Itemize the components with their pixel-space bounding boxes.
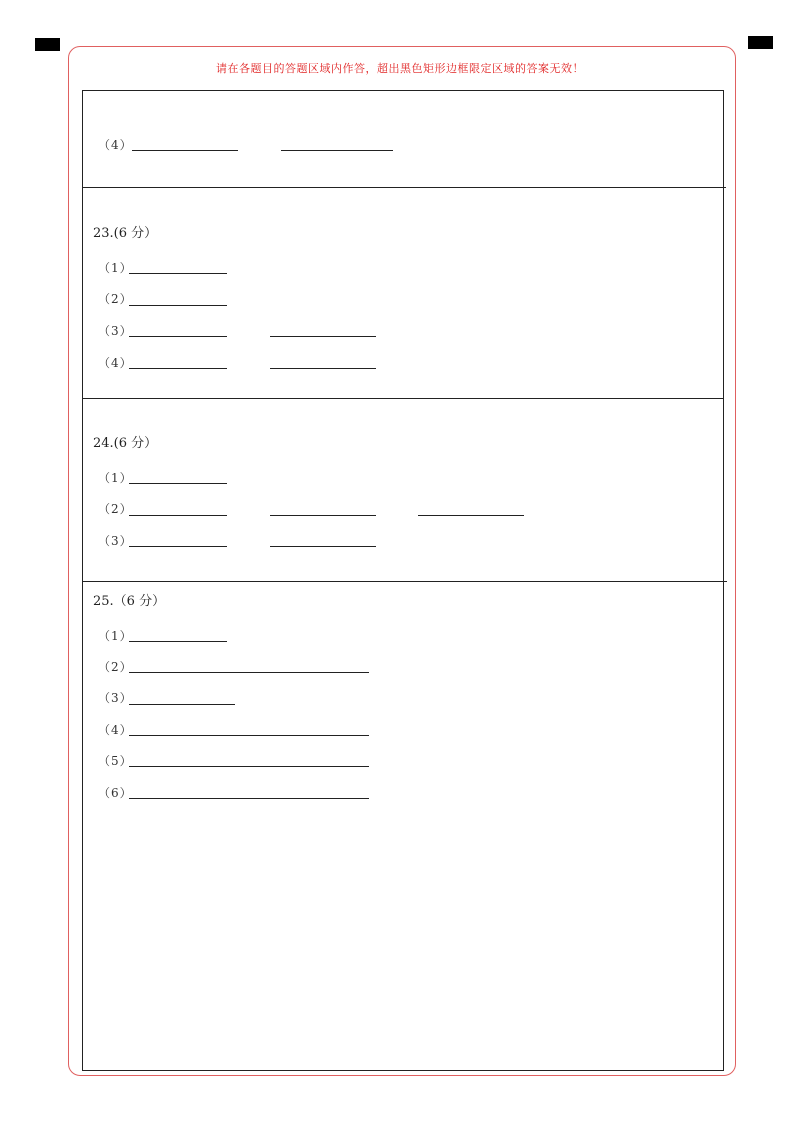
answer-blank[interactable] (129, 798, 369, 799)
answer-blank[interactable] (270, 336, 376, 337)
part-number: （3） (98, 534, 133, 548)
answer-blank[interactable] (129, 368, 227, 369)
section-divider (83, 398, 724, 399)
part-number: （4） (98, 723, 133, 737)
part-number: （3） (98, 324, 133, 338)
part-number: （3） (98, 691, 133, 705)
alignment-marker-left (35, 38, 60, 51)
part-number: （1） (98, 471, 133, 485)
notice-text: 请在各题目的答题区域内作答，超出黑色矩形边框限定区域的答案无效！ (216, 62, 584, 75)
part-number: （5） (98, 754, 133, 768)
part-number: （4） (98, 356, 133, 370)
answer-blank[interactable] (129, 546, 227, 547)
answer-blank[interactable] (129, 273, 227, 274)
answer-blank[interactable] (129, 672, 369, 673)
section-divider (83, 187, 726, 188)
part-number: （6） (98, 786, 133, 800)
part-number: （2） (98, 502, 133, 516)
alignment-marker-right (748, 36, 773, 49)
answer-blank[interactable] (129, 336, 227, 337)
question-25-title: 25.（6 分） (93, 594, 166, 609)
answer-blank[interactable] (270, 515, 376, 516)
answer-blank[interactable] (281, 150, 393, 151)
answer-blank[interactable] (129, 305, 227, 306)
part-number: （1） (98, 629, 133, 643)
answer-blank[interactable] (129, 483, 227, 484)
answer-blank[interactable] (129, 735, 369, 736)
question-24-title: 24.(6 分） (93, 436, 158, 451)
answer-blank[interactable] (129, 704, 235, 705)
answer-blank[interactable] (132, 150, 238, 151)
question-23-title: 23.(6 分） (93, 226, 158, 241)
answer-blank[interactable] (270, 368, 376, 369)
answer-blank[interactable] (129, 641, 227, 642)
answer-blank[interactable] (129, 515, 227, 516)
answer-blank[interactable] (270, 546, 376, 547)
section-divider (83, 581, 727, 582)
part-number: （2） (98, 292, 133, 306)
answer-blank[interactable] (418, 515, 524, 516)
part-number: （1） (98, 261, 133, 275)
part-number: （2） (98, 660, 133, 674)
part-number: （4） (98, 138, 133, 152)
answer-blank[interactable] (129, 766, 369, 767)
